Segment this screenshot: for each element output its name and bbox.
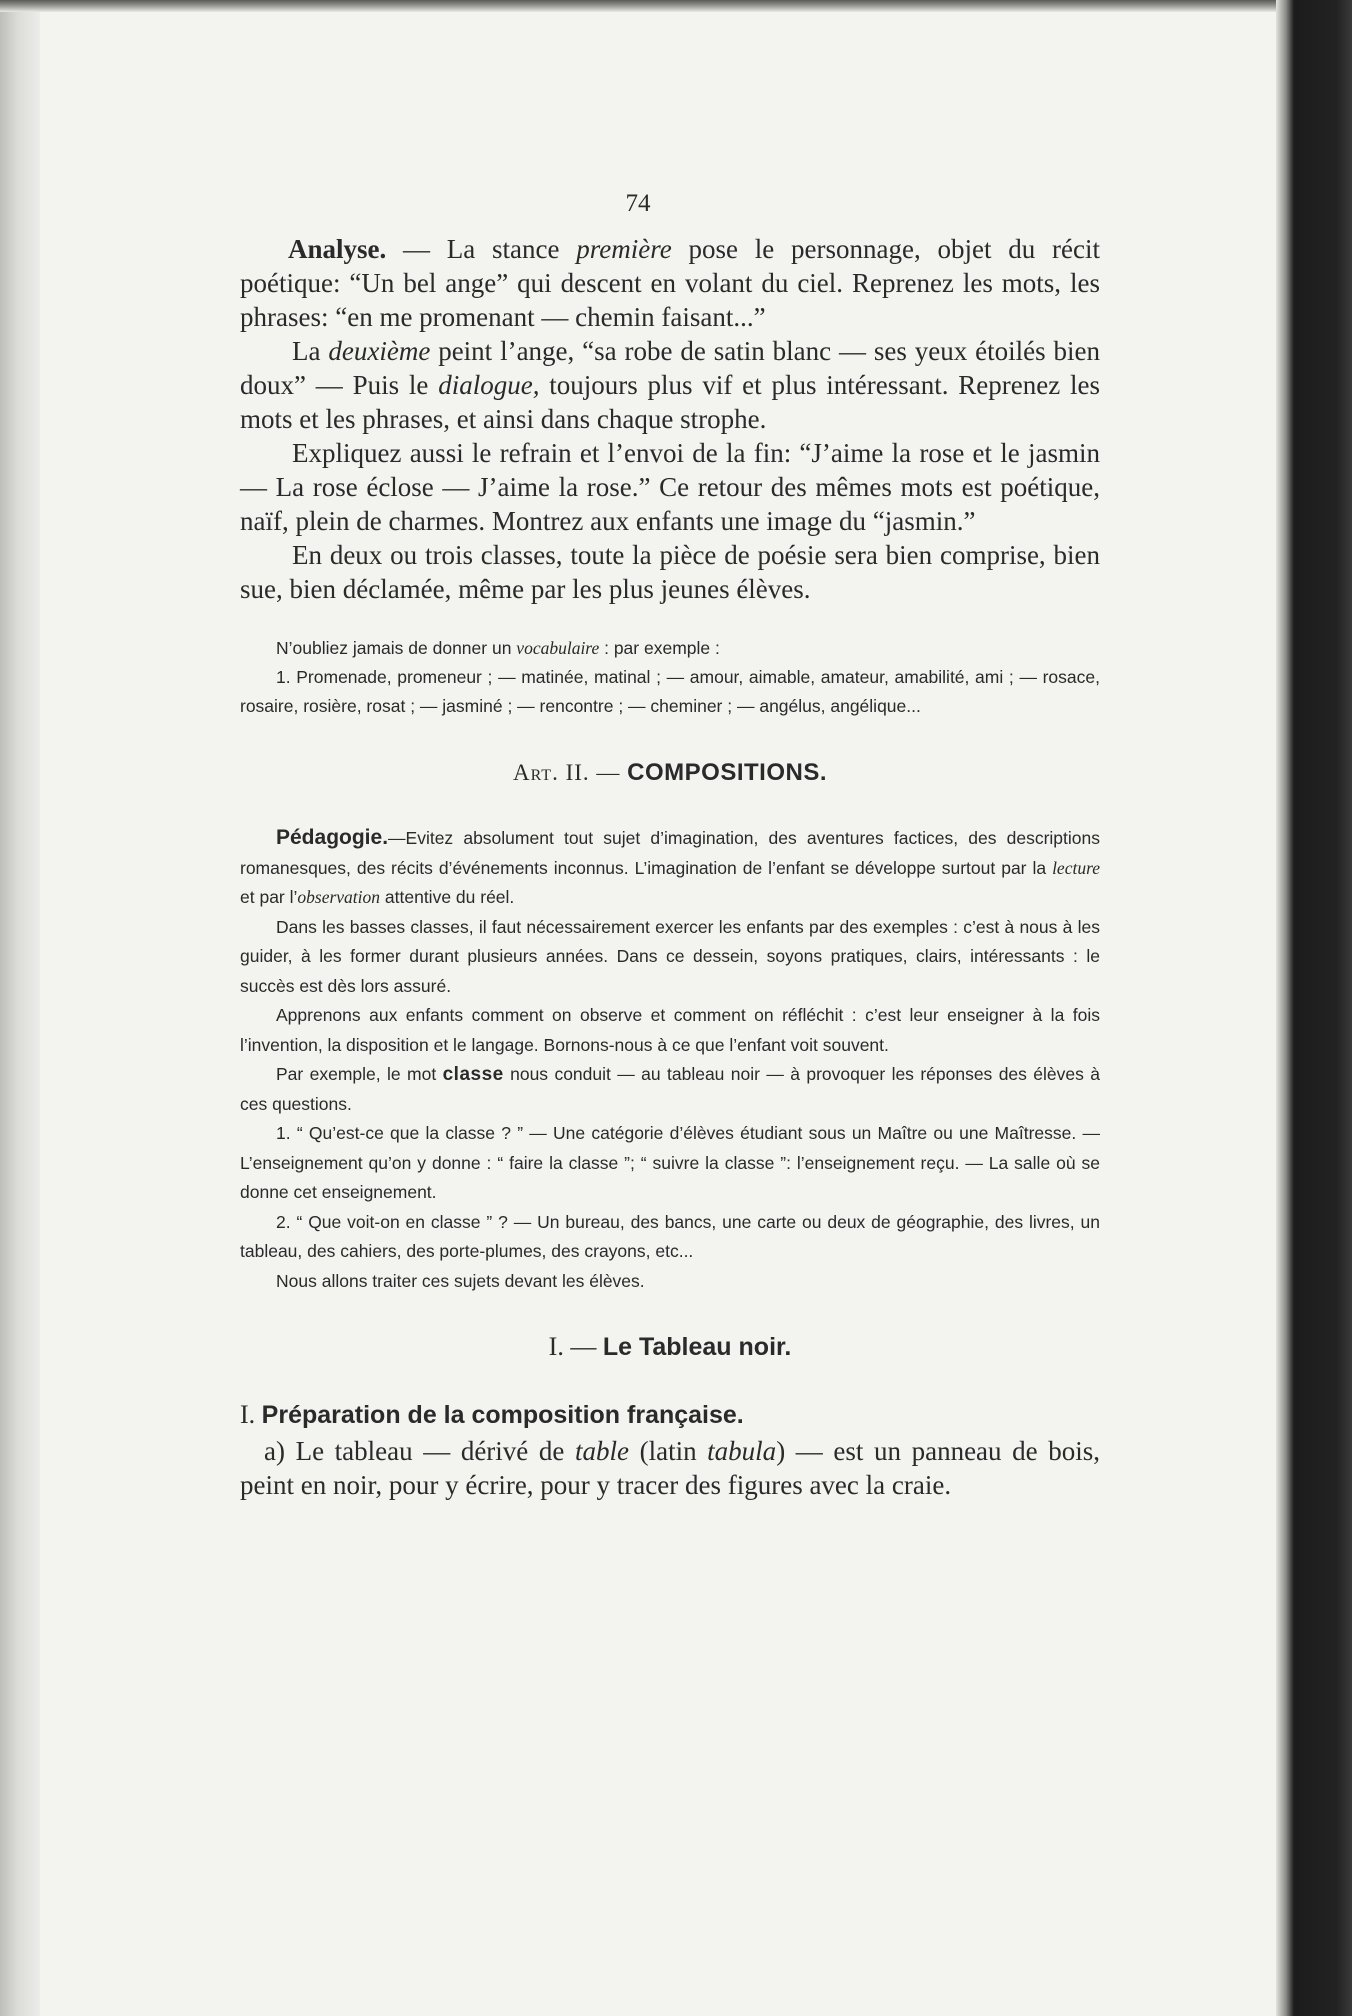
pedagogie-question-2: 2. “ Que voit-on en classe ” ? — Un bureau, des bancs, une carte ou deux de géographie, des livres, un tableau, des cahiers, des porte-plumes, des crayons, etc... — [240, 1211, 1100, 1261]
pedagogie-question-1: 1. “ Qu’est-ce que la classe ? ” — Une catégorie d’élèves étudiant sous un Maître ou une Maîtresse. — L’enseignement qu’on y donne : “ faire la classe ”; “ suivre la classe ”: l’enseignement reçu. — La salle où se donne cet enseignement. — [240, 1123, 1100, 1202]
pedagogie-paragraph-4: Par exemple, le mot classe nous conduit — au tableau noir — à provoquer les réponses des élèves à ces questions. — [240, 1064, 1101, 1114]
pedagogie-paragraph-3: Apprenons aux enfants comment on observe et comment on réfléchit : c’est leur enseigner à la fois l’invention, la disposition et le langage. Bornons-nous à ce que l’enfant voit souvent. — [240, 1005, 1100, 1055]
page-left-edge — [0, 0, 40, 2016]
page-top-edge — [0, 0, 1280, 12]
tableau-definition — [240, 1434, 1100, 1502]
analyse-section — [240, 232, 1100, 606]
tableau-paragraph: a) Le tableau — dérivé de table (latin tabula) — est un panneau de bois, peint en noir, pour y écrire, pour y tracer des figures avec la craie. — [240, 1436, 1100, 1500]
analyse-paragraph-4: En deux ou trois classes, toute la pièce de poésie sera bien comprise, bien sue, bien déclamée, même par les plus jeunes élèves. — [240, 540, 1100, 604]
section-heading: I. — Le Tableau noir. — [548, 1332, 792, 1361]
pedagogie-paragraph-1: Pédagogie.—Evitez absolument tout sujet d’imagination, des aventures factices, des descriptions romanesques, des récits d’événements inconnus. L’imagination de l’enfant se développe surtout par la lecture et par l’observation attentive du réel. — [240, 826, 1100, 907]
page-content — [240, 190, 1100, 1502]
page-number: 74 — [625, 190, 651, 217]
pedagogie-paragraph-closing: Nous allons traiter ces sujets devant les élèves. — [276, 1270, 645, 1291]
subsection-heading: I. Préparation de la composition française. — [240, 1400, 744, 1429]
analyse-label: Analyse. — [288, 234, 387, 264]
vocabulary-note — [240, 634, 1100, 721]
pedagogie-paragraph-2: Dans les basses classes, il faut nécessairement exercer les enfants par des exemples : c’est à nous à les guider, à les former durant plusieurs années. Dans ce dessein, soyons pratiques, clairs, intéressants : le succès est dès lors assuré. — [240, 916, 1100, 996]
pedagogie-section — [240, 823, 1100, 1296]
vocabulary-item-1: 1. Promenade, promeneur ; — matinée, matinal ; — amour, aimable, amateur, amabilité, ami ; — rosace, rosaire, rosière, rosat ; — jasminé ; — rencontre ; — cheminer ; — angélus, angélique... — [240, 667, 1100, 716]
book-spine-shadow — [1276, 0, 1352, 2016]
analyse-paragraph-1: Analyse. — La stance première pose le personnage, objet du récit poétique: “Un bel ange” qui descent en volant du ciel. Reprenez les mots, les phrases: “en me promenant — chemin faisant...” — [240, 234, 1100, 332]
article-heading: Art. II. — COMPOSITIONS. — [512, 759, 828, 786]
vocabulary-intro: N’oubliez jamais de donner un vocabulaire : par exemple : — [276, 638, 720, 658]
analyse-paragraph-3: Expliquez aussi le refrain et l’envoi de la fin: “J’aime la rose et le jasmin — La rose éclose — J’aime la rose.” Ce retour des mêmes mots est poétique, naïf, plein de charmes. Montrez aux enfants une image du “jasmin.” — [240, 438, 1100, 536]
pedagogie-label: Pédagogie. — [276, 826, 389, 849]
analyse-paragraph-2: La deuxième peint l’ange, “sa robe de satin blanc — ses yeux étoilés bien doux” — Puis le dialogue, toujours plus vif et plus intéressant. Reprenez les mots et les phrases, et ainsi dans chaque strophe. — [240, 336, 1100, 434]
